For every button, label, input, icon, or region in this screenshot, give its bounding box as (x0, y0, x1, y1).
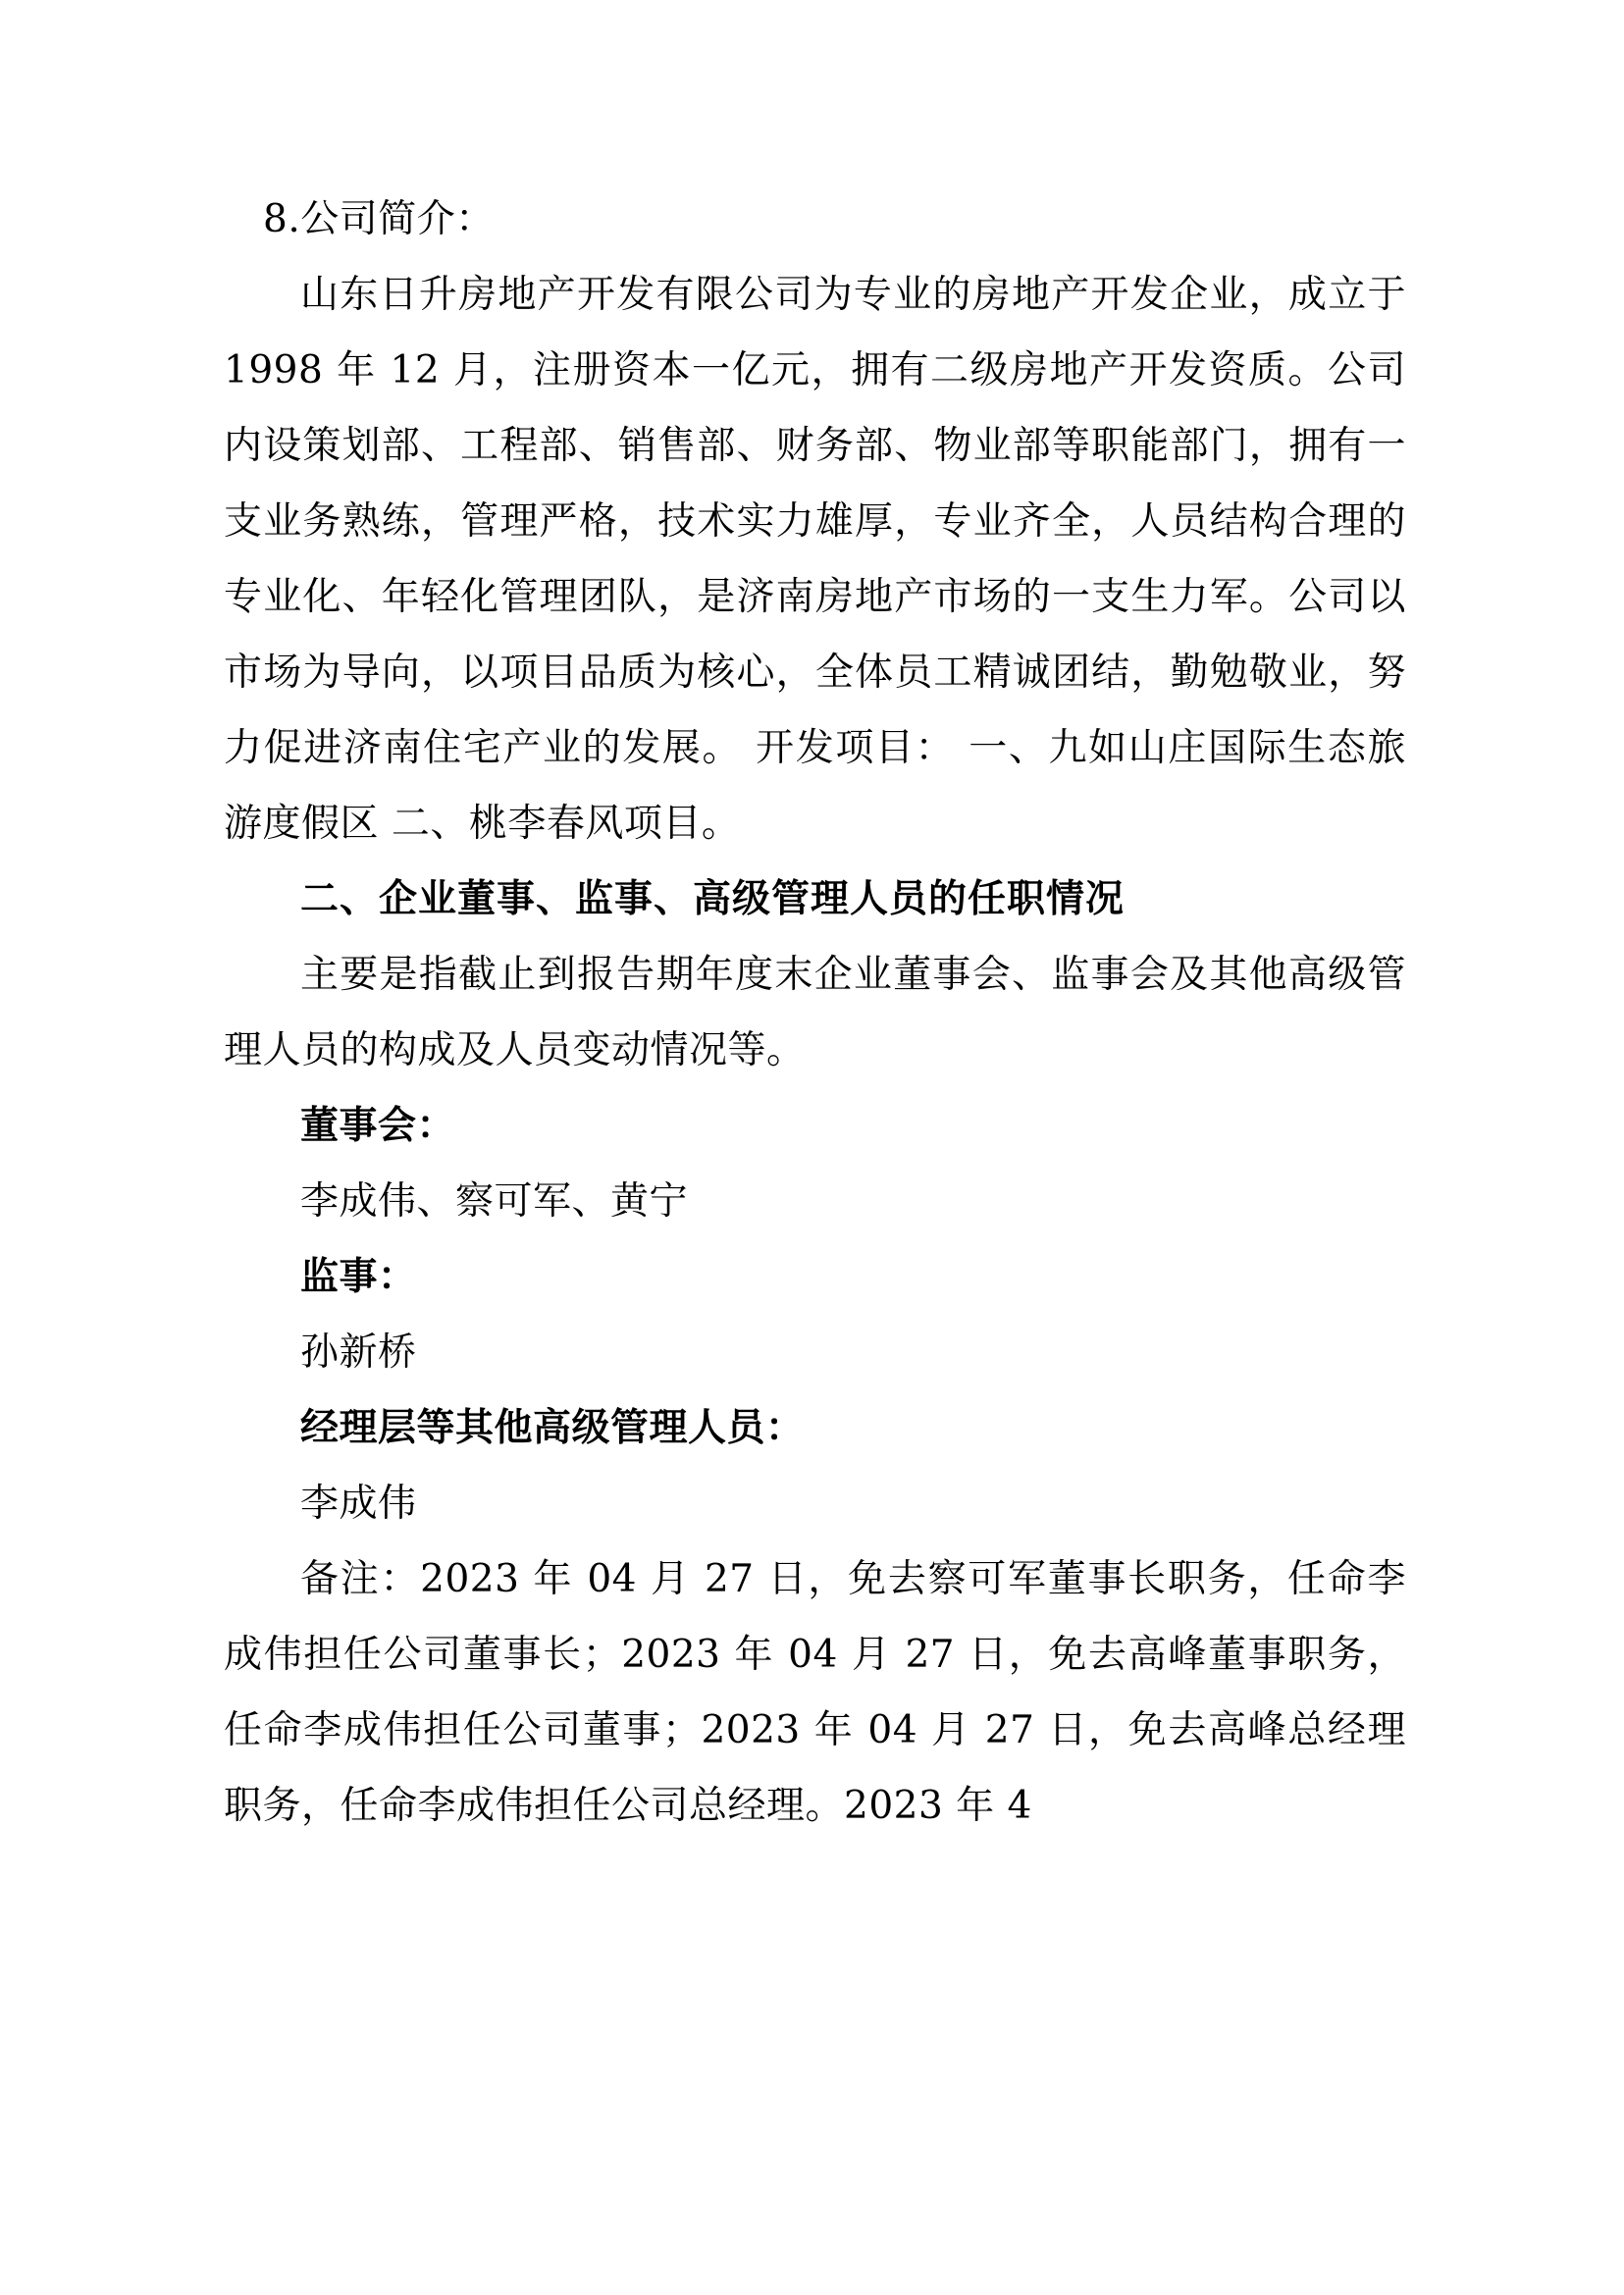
management-members: 李成伟 (300, 1482, 417, 1526)
board-members: 李成伟、察可军、黄宁 (300, 1179, 689, 1224)
supervisor-label: 监事： (300, 1254, 417, 1299)
section-two-body: 主要是指截止到报告期年度末企业董事会、监事会及其他高级管理人员的构成及人员变动情况等。 (224, 953, 1406, 1072)
remark-body: 备注：2023 年 04 月 27 日，免去察可军董事长职务，任命李成伟担任公司董事长；2023 年 04 月 27 日，免去高峰董事职务，任命李成伟担任公司董事；2023 年 04 月 27 日，免去高峰总经理职务，任命李成伟担任公司总经理。2023 年 4 (224, 1557, 1406, 1828)
management-label: 经理层等其他高级管理人员： (300, 1405, 805, 1450)
section-two-heading: 二、企业董事、监事、高级管理人员的任职情况 (300, 876, 1126, 921)
board-label: 董事会： (300, 1103, 456, 1148)
document-body (224, 182, 1406, 1844)
company-profile-body: 山东日升房地产开发有限公司为专业的房地产开发企业，成立于 1998 年 12 月，注册资本一亿元，拥有二级房地产开发资质。公司内设策划部、工程部、销售部、财务部、物业部等职能部门，拥有一支业务熟练，管理严格，技术实力雄厚，专业齐全，人员结构合理的专业化、年轻化管理团队，是济南房地产市场的一支生力军。公司以市场为导向，以项目品质为核心，全体员工精诚团结，勤勉敬业，努力促进济南住宅产业的发展。 开发项目： 一、九如山庄国际生态旅游度假区 二、桃李春风项目。 (224, 273, 1406, 846)
company-profile-label: 8.公司简介： (263, 197, 495, 241)
supervisor-members: 孙新桥 (300, 1330, 417, 1375)
